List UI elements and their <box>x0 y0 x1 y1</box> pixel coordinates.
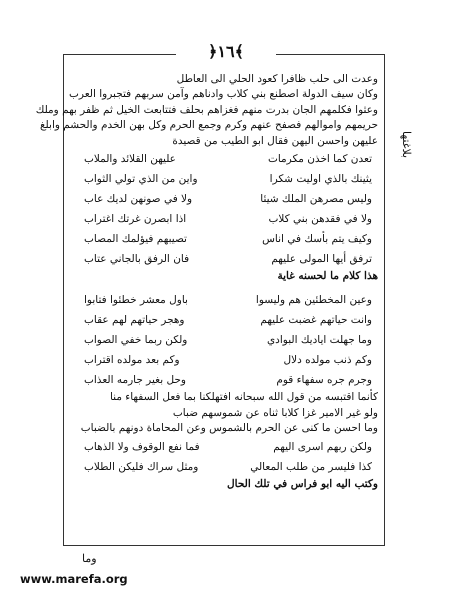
verse-second-hemistich: وكم بعد مولده اقتراب <box>84 354 180 367</box>
footer-url: www.marefa.org <box>20 572 128 586</box>
commentary-line: هذا كلام ما لحسنه غاية <box>277 269 378 282</box>
verse-first-hemistich: وعين المخطئين هم وليسوا <box>255 294 372 307</box>
verse-first-hemistich: تعدن كما اخذن مكرمات <box>267 152 372 165</box>
verse-line <box>78 437 378 457</box>
verse-first-hemistich: وجرم جره سفهاء قوم <box>276 374 372 387</box>
verse-line <box>78 189 378 209</box>
verse-first-hemistich: كذا فليسر من طلب المعالي <box>250 460 372 473</box>
verse-second-hemistich: ولا في صونهن لديك عاب <box>84 192 193 205</box>
verse-line <box>78 149 378 169</box>
verse-second-hemistich: باول معشر خطئوا فتابوا <box>84 294 188 307</box>
verse-first-hemistich: وما جهلت اياديك البوادي <box>266 334 372 347</box>
verse-first-hemistich: وكم ذنب مولده دلال <box>283 354 372 367</box>
prose-line: وكان سيف الدولة اصطنع بني كلاب وادناهم وآمن سربهم فتجبروا العرب <box>69 88 378 101</box>
prose-line: عليهن واحسن اليهن فقال ابو الطيب من قصيدة <box>172 134 378 147</box>
verse-line <box>78 330 378 350</box>
prose-line: كأنما اقتبسه من قول الله سبحانه افتهلكنا بما فعل السفهاء منا <box>109 391 378 404</box>
verse-line <box>78 229 378 249</box>
margin-note: بلاغتها <box>400 131 413 159</box>
verse-second-hemistich: ومثل سراك فليكن الطلاب <box>84 460 199 473</box>
verse-first-hemistich: وليس مصرهن الملك شيئا <box>260 192 372 205</box>
verse-second-hemistich: فما نفع الوقوف ولا الذهاب <box>84 440 200 453</box>
verse-first-hemistich: وكيف يتم بأسك في اناس <box>262 232 372 245</box>
verse-line <box>78 169 378 189</box>
prose-line: وما احسن ما كنى عن الحرم بالشموس وعن المحاماة دونهم بالضباب <box>80 422 378 435</box>
verse-line <box>78 310 378 330</box>
verse-second-hemistich: وهجر حياتهم لهم عقاب <box>84 314 185 327</box>
prose-line: ولو غير الامير غزا كلابا ثناه عن شموسهم ضباب <box>172 406 378 419</box>
verse-second-hemistich: اذا ابصرن غرتك اغتراب <box>84 212 187 225</box>
page-number: ﴿١٦﴾ <box>176 40 276 64</box>
verse-second-hemistich: وحل بغير جارمه العذاب <box>84 374 186 387</box>
prose-line: وكتب اليه ابو فراس في تلك الحال <box>227 477 378 490</box>
catchword: وما <box>82 552 97 565</box>
verse-line <box>78 457 378 477</box>
verse-first-hemistich: ولكن ربهم اسرى اليهم <box>273 440 372 453</box>
verse-line <box>78 290 378 310</box>
prose-line: وعدت الى حلب ظافرا كعود الحلي الى العاطل <box>176 73 378 85</box>
prose-line: وعثوا فكلمهم الجان بدرت منهم فغزاهم بحلف فتتابعت الخيل ثم ظفر بهم وملك <box>35 103 378 116</box>
page-text <box>35 72 378 522</box>
verse-second-hemistich: عليهن القلائد والملاب <box>84 152 176 165</box>
verse-line <box>78 370 378 390</box>
verse-first-hemistich: يثينك بالذي اوليت شكرا <box>269 172 372 185</box>
verse-second-hemistich: تصيبهم فيؤلمك المصاب <box>84 232 187 245</box>
verse-second-hemistich: فان الرفق بالجاني عتاب <box>84 252 190 265</box>
prose-line: حريمهم واموالهم فصفح عنهم وكرم وجمع الحرم وكل بهن الخدم والحشم وابلغ <box>39 119 378 132</box>
verse-first-hemistich: وانت حياتهم غضبت عليهم <box>260 314 372 327</box>
verse-second-hemistich: واين من الذي تولي الثواب <box>84 172 198 185</box>
verse-first-hemistich: ولا في فقدهن بني كلاب <box>268 212 372 225</box>
verse-line <box>78 350 378 370</box>
verse-first-hemistich: ترفق أيها المولى عليهم <box>271 252 372 265</box>
verse-line <box>78 209 378 229</box>
verse-second-hemistich: ولكن ربما خفي الصواب <box>84 334 188 347</box>
verse-line <box>78 249 378 269</box>
